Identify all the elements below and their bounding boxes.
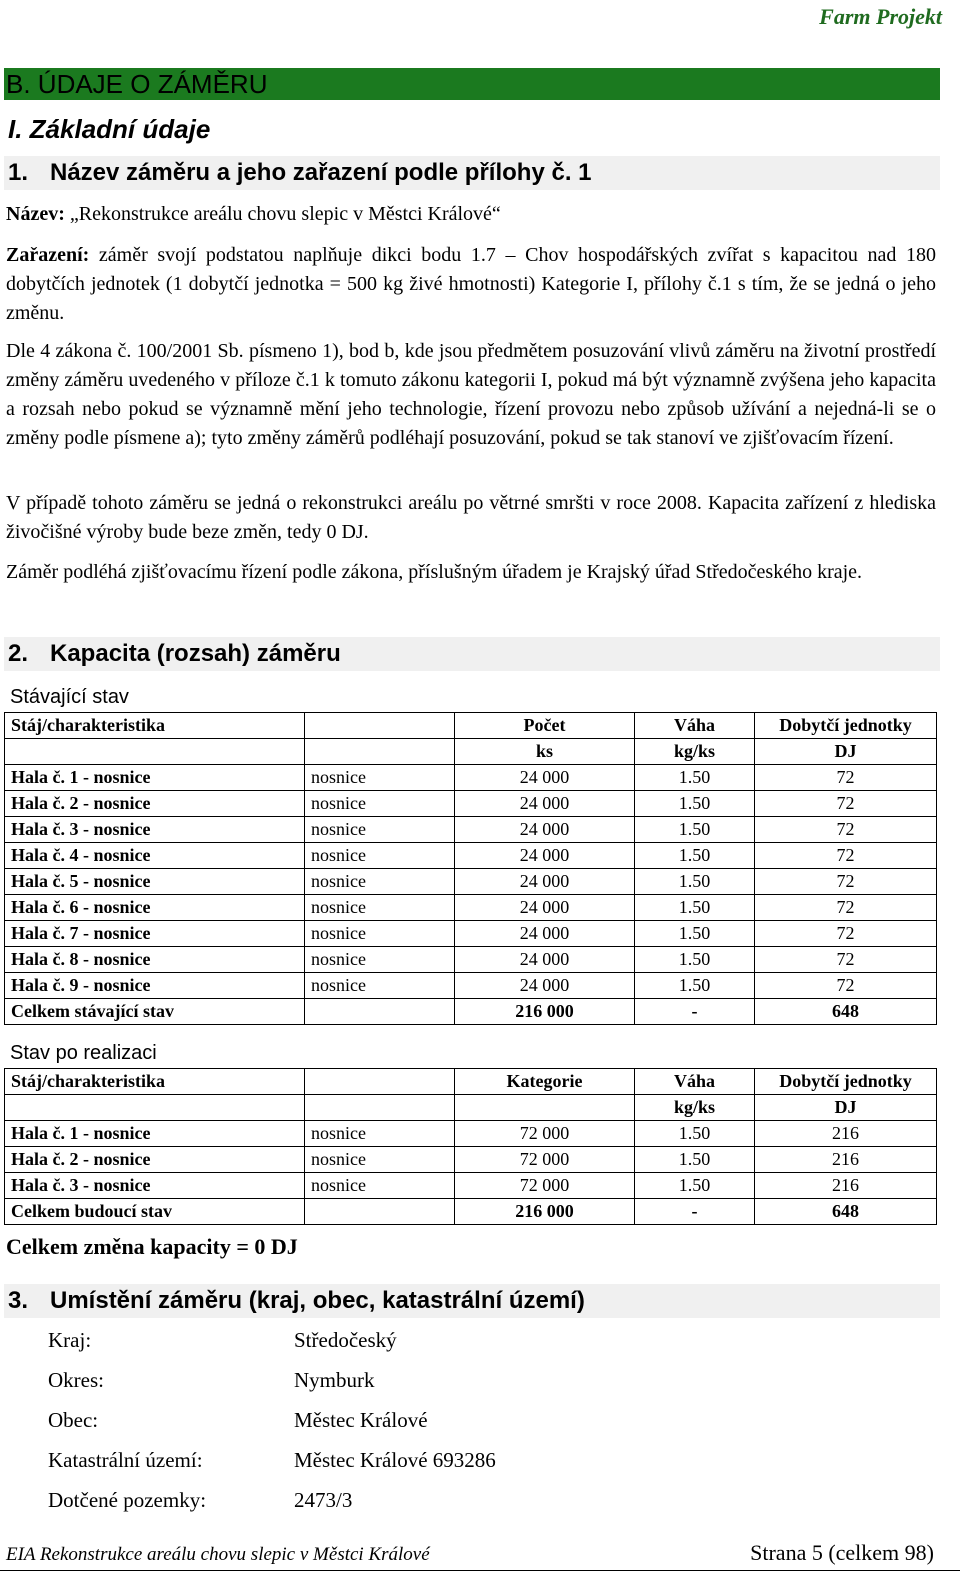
zarazeni-label: Zařazení: bbox=[6, 244, 90, 266]
table-cell: 24 000 bbox=[455, 895, 635, 921]
table-row bbox=[5, 1147, 937, 1173]
section-b-title: B. ÚDAJE O ZÁMĚRU bbox=[4, 68, 940, 100]
table-cell: Celkem budoucí stav bbox=[5, 1199, 305, 1225]
table-cell: 1.50 bbox=[635, 973, 755, 999]
table-cell: 1.50 bbox=[635, 1147, 755, 1173]
location-key: Obec: bbox=[48, 1408, 99, 1432]
table-cell: nosnice bbox=[305, 791, 455, 817]
table-row bbox=[5, 947, 937, 973]
location-value: 2473/3 bbox=[294, 1488, 353, 1512]
heading-number: 3. bbox=[8, 1287, 29, 1314]
table-cell: Hala č. 1 - nosnice bbox=[5, 765, 305, 791]
footer-title: EIA Rekonstrukce areálu chovu slepic v Městci Králové bbox=[6, 1544, 430, 1565]
table-cell: Dobytčí jednotky bbox=[755, 1069, 937, 1095]
current-capacity-table bbox=[4, 712, 937, 1025]
nazev-paragraph bbox=[6, 200, 936, 229]
table-cell bbox=[5, 1095, 305, 1121]
table-cell: Celkem stávající stav bbox=[5, 999, 305, 1025]
table-cell: nosnice bbox=[305, 895, 455, 921]
table-cell: 72 bbox=[755, 869, 937, 895]
table-row bbox=[5, 791, 937, 817]
location-value: Městec Králové 693286 bbox=[294, 1448, 496, 1472]
table-row bbox=[5, 1121, 937, 1147]
table-cell: - bbox=[635, 1199, 755, 1225]
table-cell: 216 000 bbox=[455, 999, 635, 1025]
table-cell: Váha bbox=[635, 713, 755, 739]
table-cell: 24 000 bbox=[455, 765, 635, 791]
after-capacity-table bbox=[4, 1068, 937, 1225]
table-cell: 1.50 bbox=[635, 947, 755, 973]
heading-text: Název záměru a jeho zařazení podle přílohy č. 1 bbox=[50, 159, 592, 186]
table-cell: nosnice bbox=[305, 947, 455, 973]
table-header-row bbox=[5, 713, 937, 739]
nazev-label: Název: bbox=[6, 203, 65, 225]
table-cell: nosnice bbox=[305, 1173, 455, 1199]
heading-number: 1. bbox=[8, 159, 29, 186]
zarazeni-text: záměr svojí podstatou naplňuje dikci bodu 1.7 – Chov hospodářských zvířat s kapacitou nad 180 dobytčích jednotek (1 dobytčí jednotka = 500 kg živé hmotnosti) Kategorie I, přílohy č.1 s tím, že se jedná o jeho změnu. bbox=[6, 244, 936, 324]
capacity-change: Celkem změna kapacity = 0 DJ bbox=[6, 1234, 298, 1259]
table-cell: kg/ks bbox=[635, 739, 755, 765]
table-cell: 1.50 bbox=[635, 895, 755, 921]
footer-divider bbox=[0, 1570, 960, 1571]
location-value: Středočeský bbox=[294, 1328, 397, 1352]
table-cell: 1.50 bbox=[635, 791, 755, 817]
table-cell: 1.50 bbox=[635, 1121, 755, 1147]
location-row bbox=[48, 1488, 352, 1513]
heading-text: Umístění záměru (kraj, obec, katastrální území) bbox=[50, 1287, 585, 1314]
table-cell: Hala č. 4 - nosnice bbox=[5, 843, 305, 869]
table-cell bbox=[305, 713, 455, 739]
table-cell: 72 000 bbox=[455, 1173, 635, 1199]
table-cell: 648 bbox=[755, 1199, 937, 1225]
table-cell: nosnice bbox=[305, 921, 455, 947]
table-cell: Hala č. 8 - nosnice bbox=[5, 947, 305, 973]
nazev-value: „Rekonstrukce areálu chovu slepic v Městci Králové“ bbox=[69, 203, 501, 225]
table-cell bbox=[305, 1199, 455, 1225]
heading-item-1 bbox=[4, 156, 940, 190]
table-header-row bbox=[5, 739, 937, 765]
table-cell: 1.50 bbox=[635, 1173, 755, 1199]
table-cell: nosnice bbox=[305, 1121, 455, 1147]
table-cell: nosnice bbox=[305, 765, 455, 791]
table-cell: 72 bbox=[755, 791, 937, 817]
table-cell: Hala č. 3 - nosnice bbox=[5, 817, 305, 843]
table-cell: 216 bbox=[755, 1173, 937, 1199]
table-cell: - bbox=[635, 999, 755, 1025]
table-cell: 24 000 bbox=[455, 843, 635, 869]
table-cell: 72 bbox=[755, 765, 937, 791]
table-cell: 24 000 bbox=[455, 921, 635, 947]
table-cell: Váha bbox=[635, 1069, 755, 1095]
table-cell: nosnice bbox=[305, 817, 455, 843]
table-cell: 216 bbox=[755, 1147, 937, 1173]
location-row bbox=[48, 1328, 397, 1353]
table-row bbox=[5, 973, 937, 999]
table-cell: 216 000 bbox=[455, 1199, 635, 1225]
table-cell bbox=[5, 739, 305, 765]
brand-header: Farm Projekt bbox=[819, 4, 942, 29]
heading-text: Kapacita (rozsah) záměru bbox=[50, 640, 341, 667]
location-key: Kraj: bbox=[48, 1328, 92, 1352]
table-cell: Hala č. 1 - nosnice bbox=[5, 1121, 305, 1147]
table-cell: 72 bbox=[755, 895, 937, 921]
table-total-row bbox=[5, 999, 937, 1025]
table-cell: 1.50 bbox=[635, 817, 755, 843]
table-cell: 24 000 bbox=[455, 973, 635, 999]
table-cell: 648 bbox=[755, 999, 937, 1025]
table-header-row bbox=[5, 1095, 937, 1121]
table-cell: Počet bbox=[455, 713, 635, 739]
table-cell: nosnice bbox=[305, 973, 455, 999]
table-cell: 24 000 bbox=[455, 817, 635, 843]
table-header-row bbox=[5, 1069, 937, 1095]
table-row bbox=[5, 1173, 937, 1199]
heading-item-3 bbox=[4, 1284, 940, 1318]
location-key: Dotčené pozemky: bbox=[48, 1488, 207, 1512]
table-cell bbox=[305, 1069, 455, 1095]
table-cell: 24 000 bbox=[455, 947, 635, 973]
table-cell: kg/ks bbox=[635, 1095, 755, 1121]
table-cell: 72 bbox=[755, 843, 937, 869]
table-cell: 1.50 bbox=[635, 843, 755, 869]
table-cell: Hala č. 9 - nosnice bbox=[5, 973, 305, 999]
table-cell: nosnice bbox=[305, 869, 455, 895]
table-cell: DJ bbox=[755, 1095, 937, 1121]
table-cell: 24 000 bbox=[455, 869, 635, 895]
zarazeni-paragraph bbox=[6, 241, 936, 328]
table-cell: 216 bbox=[755, 1121, 937, 1147]
location-row bbox=[48, 1368, 375, 1393]
after-state-label: Stav po realizaci bbox=[10, 1042, 157, 1064]
table-cell: Hala č. 2 - nosnice bbox=[5, 1147, 305, 1173]
table-cell bbox=[455, 1095, 635, 1121]
location-key: Katastrální území: bbox=[48, 1448, 203, 1472]
table-cell: nosnice bbox=[305, 1147, 455, 1173]
table-cell: Hala č. 2 - nosnice bbox=[5, 791, 305, 817]
table-row bbox=[5, 921, 937, 947]
table-cell: Hala č. 7 - nosnice bbox=[5, 921, 305, 947]
table-cell: Hala č. 3 - nosnice bbox=[5, 1173, 305, 1199]
table-cell bbox=[305, 999, 455, 1025]
location-value: Nymburk bbox=[294, 1368, 375, 1392]
table-cell: Kategorie bbox=[455, 1069, 635, 1095]
pripad-paragraph: V případě tohoto záměru se jedná o rekonstrukci areálu po větrné smršti v roce 2008. Kapacita zařízení z hlediska živočišné výroby bude beze změn, tedy 0 DJ. bbox=[6, 492, 936, 543]
table-cell: 72 bbox=[755, 947, 937, 973]
table-cell: Stáj/charakteristika bbox=[5, 713, 305, 739]
table-cell: 72 000 bbox=[455, 1147, 635, 1173]
table-row bbox=[5, 843, 937, 869]
location-row bbox=[48, 1408, 428, 1433]
table-cell: Hala č. 6 - nosnice bbox=[5, 895, 305, 921]
table-cell: 1.50 bbox=[635, 921, 755, 947]
table-cell: 1.50 bbox=[635, 869, 755, 895]
table-cell: Hala č. 5 - nosnice bbox=[5, 869, 305, 895]
footer-page: Strana 5 (celkem 98) bbox=[750, 1540, 934, 1565]
table-cell: 24 000 bbox=[455, 791, 635, 817]
heading-item-2 bbox=[4, 637, 940, 671]
location-value: Městec Králové bbox=[294, 1408, 428, 1432]
location-key: Okres: bbox=[48, 1368, 104, 1392]
table-cell bbox=[305, 1095, 455, 1121]
table-cell: 72 bbox=[755, 817, 937, 843]
table-cell bbox=[305, 739, 455, 765]
table-cell: ks bbox=[455, 739, 635, 765]
table-row bbox=[5, 817, 937, 843]
table-cell: DJ bbox=[755, 739, 937, 765]
table-cell: Dobytčí jednotky bbox=[755, 713, 937, 739]
table-row bbox=[5, 869, 937, 895]
table-total-row bbox=[5, 1199, 937, 1225]
location-row bbox=[48, 1448, 496, 1473]
table-cell: nosnice bbox=[305, 843, 455, 869]
table-cell: 72 bbox=[755, 921, 937, 947]
dle-paragraph: Dle 4 zákona č. 100/2001 Sb. písmeno 1), bod b, kde jsou předmětem posuzování vlivů záměru na životní prostředí změny záměru uvedeného v příloze č.1 k tomuto zákonu kategorii I, pokud má být významně zvýšena jeho kapacita a rozsah nebo pokud se významně mění jeho technologie, řízení provozu nebo způsob užívání a nejedná-li se o změny podle písmene a); tyto změny záměrů podléhají posuzování, pokud se tak stanoví ve zjišťovacím řízení. bbox=[6, 340, 936, 449]
table-cell: 1.50 bbox=[635, 765, 755, 791]
table-row bbox=[5, 765, 937, 791]
table-row bbox=[5, 895, 937, 921]
table-cell: 72 bbox=[755, 973, 937, 999]
zamer-paragraph: Záměr podléhá zjišťovacímu řízení podle zákona, příslušným úřadem je Krajský úřad Středočeského kraje. bbox=[6, 561, 863, 583]
table-cell: Stáj/charakteristika bbox=[5, 1069, 305, 1095]
section-subtitle: I. Základní údaje bbox=[8, 114, 211, 144]
heading-number: 2. bbox=[8, 640, 29, 667]
current-state-label: Stávající stav bbox=[10, 686, 129, 708]
table-cell: 72 000 bbox=[455, 1121, 635, 1147]
